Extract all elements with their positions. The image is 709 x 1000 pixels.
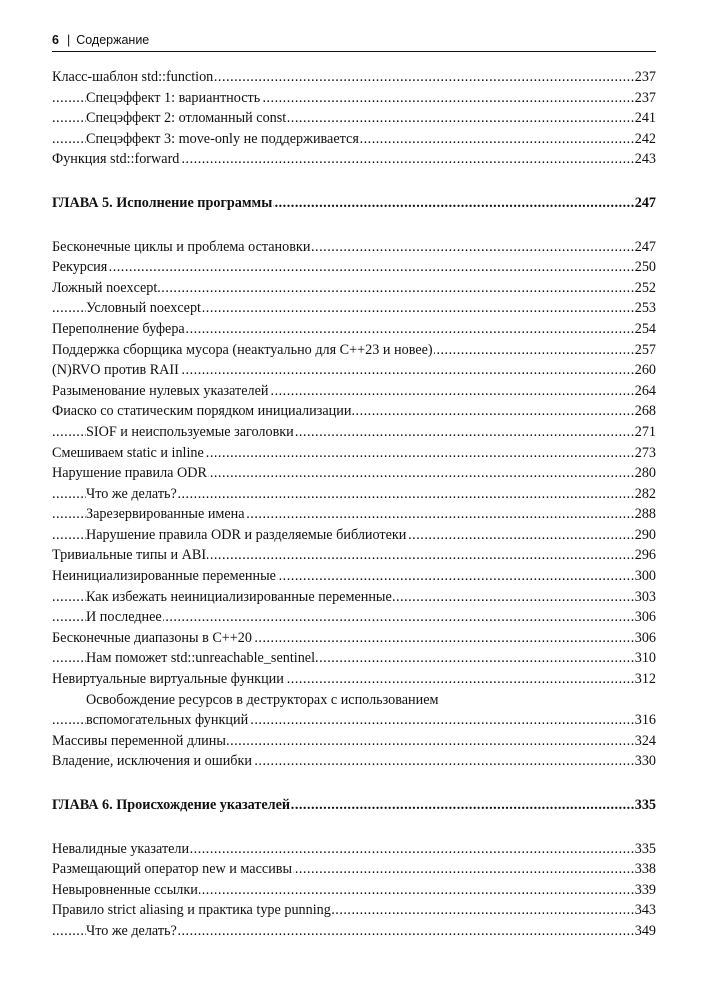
toc-entry: Что же делать? 282 ..... [52, 484, 656, 505]
toc-entry: Разыменование нулевых указателей 264 ..... [52, 381, 656, 402]
table-of-contents [52, 67, 656, 942]
toc-entry: Спецэффект 3: move-only не поддерживается 242 ..... [52, 129, 656, 150]
toc-entry: вспомогательных функций 316 ..... [52, 710, 656, 731]
toc-entry: Массивы переменной длины 324 ..... [52, 731, 656, 752]
toc-entry: Переполнение буфера 254 ..... [52, 319, 656, 340]
toc-entry: Нарушение правила ODR 280 ..... [52, 463, 656, 484]
toc-entry: Бесконечные циклы и проблема остановки 247 ..... [52, 237, 656, 258]
toc-entry: (N)RVO против RAII 260 ..... [52, 360, 656, 381]
header-rule [52, 51, 656, 52]
toc-entry: Бесконечные диапазоны в C++20 306 ..... [52, 628, 656, 649]
toc-entry: Ложный noexcept 252 ..... [52, 278, 656, 299]
header-title: Содержание [76, 33, 150, 47]
toc-entry: Тривиальные типы и ABI 296 ..... [52, 545, 656, 566]
toc-entry: Неинициализированные переменные 300 ..... [52, 566, 656, 587]
toc-entry: Невалидные указатели 335 ..... [52, 839, 656, 860]
toc-entry: Владение, исключения и ошибки 330 ..... [52, 751, 656, 772]
toc-entry: Фиаско со статическим порядком инициализации 268 ..... [52, 401, 656, 422]
toc-chapter: ГЛАВА 5. Исполнение программы 247 ..... [52, 193, 656, 214]
toc-entry: Как избежать неинициализированные переменные 303 ..... [52, 587, 656, 608]
toc-entry: Спецэффект 1: вариантность 237 ..... [52, 88, 656, 109]
toc-entry: Смешиваем static и inline 273 ..... [52, 443, 656, 464]
toc-entry: Спецэффект 2: отломанный const 241 ..... [52, 108, 656, 129]
toc-entry: Рекурсия 250 ..... [52, 257, 656, 278]
toc-entry: Условный noexcept 253 ..... [52, 298, 656, 319]
toc-entry: Правило strict aliasing и практика type punning 343 ..... [52, 900, 656, 921]
toc-entry: Невиртуальные виртуальные функции 312 ..... [52, 669, 656, 690]
running-header [52, 33, 656, 51]
toc-entry: Нам поможет std::unreachable_sentinel 310 ..... [52, 648, 656, 669]
toc-entry: SIOF и неиспользуемые заголовки 271 ..... [52, 422, 656, 443]
toc-entry: Функция std::forward 243 ..... [52, 149, 656, 170]
toc-entry: Поддержка сборщика мусора (неактуально для C++23 и новее) 257 ..... [52, 340, 656, 361]
toc-entry: Класс-шаблон std::function 237 ..... [52, 67, 656, 88]
toc-chapter: ГЛАВА 6. Происхождение указателей 335 ..... [52, 795, 656, 816]
toc-entry: Невыровненные ссылки 339 ..... [52, 880, 656, 901]
toc-entry: Нарушение правила ODR и разделяемые библиотеки 290 ..... [52, 525, 656, 546]
toc-entry: Зарезервированные имена 288 ..... [52, 504, 656, 525]
header-separator: | [66, 33, 71, 47]
toc-entry: Что же делать? 349 ..... [52, 921, 656, 942]
toc-entry: Размещающий оператор new и массивы 338 ..... [52, 859, 656, 880]
toc-entry: И последнее 306 ..... [52, 607, 656, 628]
toc-entry-first-line: Освобождение ресурсов в деструкторах с использованием [86, 691, 439, 708]
page-number: 6 [52, 33, 59, 47]
